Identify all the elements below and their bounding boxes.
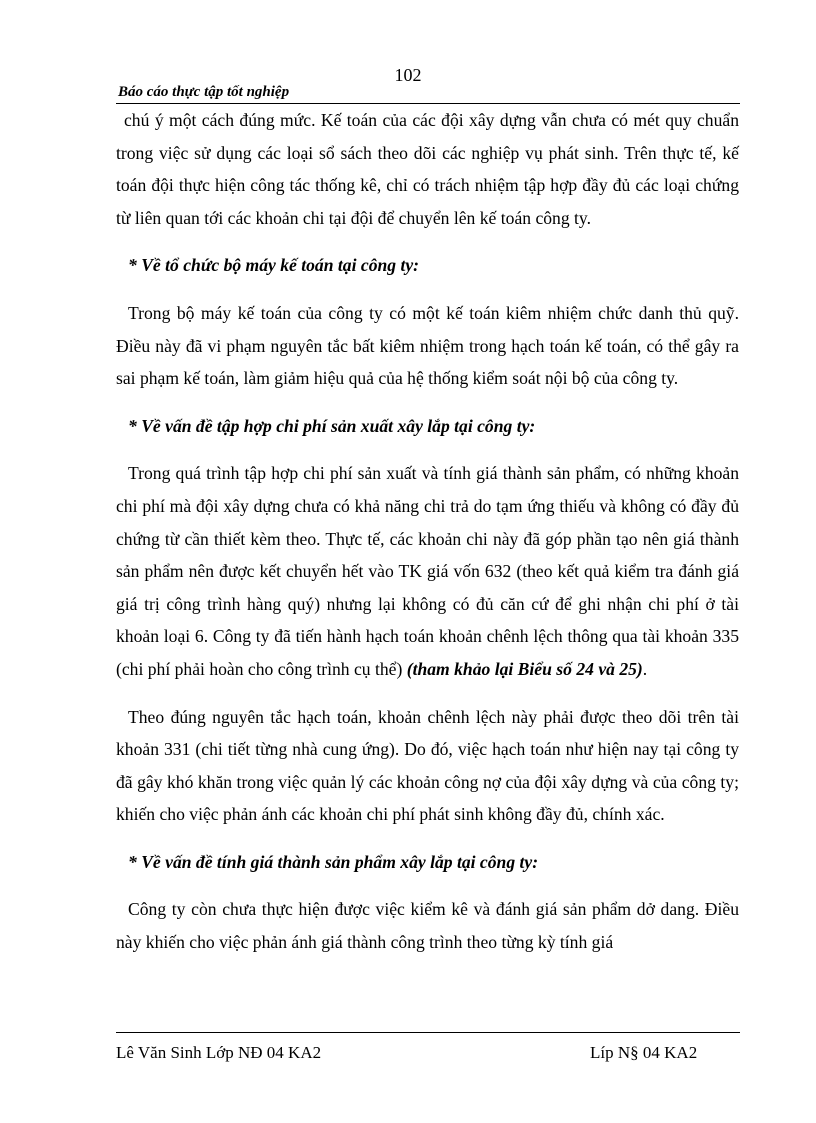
- section-heading-accounting-organization: * Về tổ chức bộ máy kế toán tại công ty:: [128, 255, 420, 276]
- paragraph-cost-aggregation: [116, 457, 739, 685]
- paragraph-cost-aggregation-text: Trong quá trình tập hợp chi phí sản xuất và tính giá thành sản phẩm, có những khoản chi phí mà đội xây dựng chưa có khả năng chi trả do tạm ứng thiếu và không có đầy đủ chứng từ cần thiết kèm theo. Thực tế, các khoản chi này đã góp phần tạo nên giá thành sản phẩm nên được kết chuyển hết vào TK giá vốn 632 (theo kết quả kiểm tra đánh giá giá trị công trình hàng quý) nhưng lại không có đủ căn cứ để ghi nhận chi phí ở tài khoản loại 6. Công ty đã tiến hành hạch toán khoản chênh lệch thông qua tài khoản 335 (chi phí phải hoàn cho công trình cụ thể): [116, 463, 739, 679]
- footer-author: Lê Văn Sinh Lớp NĐ 04 KA2: [116, 1043, 322, 1062]
- paragraph-accounting-principle: Theo đúng nguyên tắc hạch toán, khoản chênh lệch này phải được theo dõi trên tài khoản 331 (chi tiết từng nhà cung ứng). Do đó, việc hạch toán như hiện nay tại công ty đã gây khó khăn trong việc quản lý các khoản công nợ của đội xây dựng và của công ty; khiến cho việc phản ánh các khoản chi phí phát sinh không đầy đủ, chính xác.: [116, 706, 739, 825]
- footer-divider: [116, 1032, 740, 1033]
- paragraph-end-mark: .: [642, 658, 648, 679]
- reference-note: (tham khảo lại Biểu số 24 và 25): [406, 658, 643, 679]
- page-number: 102: [394, 65, 422, 85]
- page-body: [116, 104, 739, 959]
- section-heading-cost-calculation: * Về vấn đề tính giá thành sản phẩm xây lắp tại công ty:: [128, 851, 539, 872]
- section-heading-cost-aggregation: * Về vấn đề tập hợp chi phí sản xuất xây lắp tại công ty:: [128, 415, 536, 436]
- paragraph-continuation: chú ý một cách đúng mức. Kế toán của các đội xây dựng vẫn chưa có mét quy chuẩn trong việc sử dụng các loại sổ sách theo dõi các nghiệp vụ phát sinh. Trên thực tế, kế toán đội thực hiện công tác thống kê, chỉ có trách nhiệm tập hợp đầy đủ các loại chứng từ liên quan tới các khoản chi tại đội để chuyển lên kế toán công ty.: [116, 110, 739, 228]
- paragraph-accounting-organization: Trong bộ máy kế toán của công ty có một kế toán kiêm nhiệm chức danh thủ quỹ. Điều này đã vi phạm nguyên tắc bất kiêm nhiệm trong hạch toán kế toán, có thể gây ra sai phạm kế toán, làm giảm hiệu quả của hệ thống kiểm soát nội bộ của công ty.: [116, 302, 739, 389]
- running-header-title: Báo cáo thực tập tốt nghiệp: [118, 84, 290, 100]
- footer-class: Líp N§ 04 KA2: [590, 1043, 698, 1062]
- paragraph-cost-calculation: Công ty còn chưa thực hiện được việc kiểm kê và đánh giá sản phẩm dở dang. Điều này khiến cho việc phản ánh giá thành công trình theo từng kỳ tính giá: [116, 899, 739, 953]
